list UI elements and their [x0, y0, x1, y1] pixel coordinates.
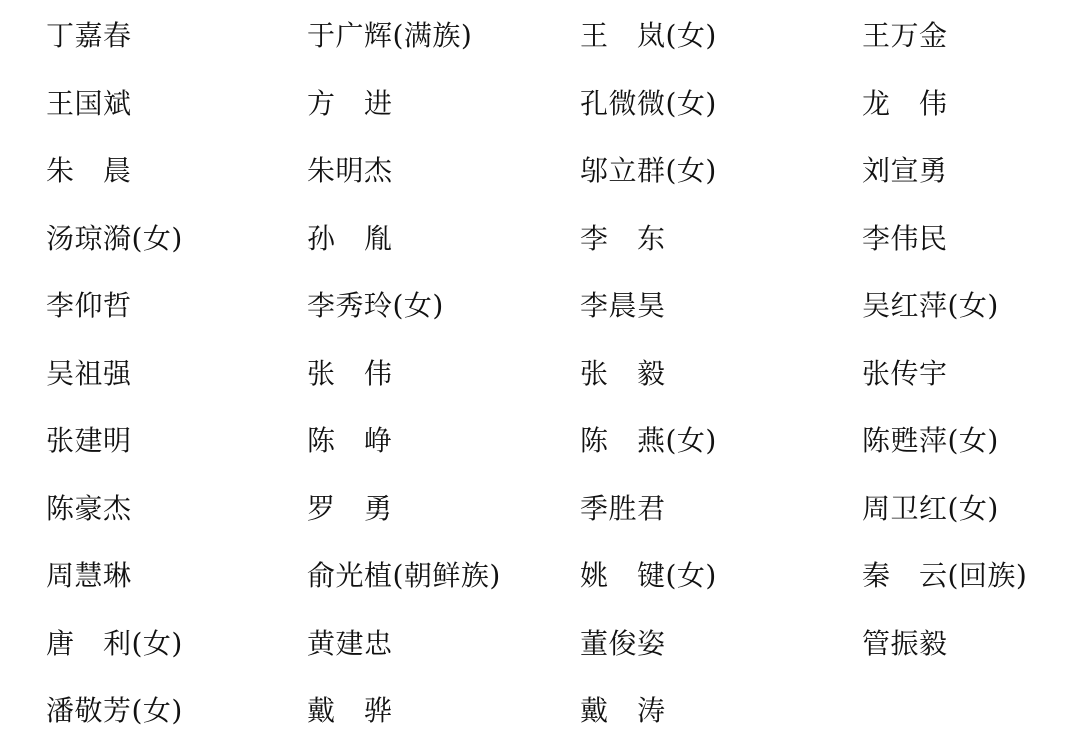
name-entry: 周卫红(女) — [862, 491, 999, 525]
name-entry: 管振毅 — [862, 626, 948, 660]
name-entry: 张 毅 — [580, 356, 666, 390]
name-entry: 戴 骅 — [307, 694, 393, 727]
name-entry: 孙 胤 — [307, 221, 393, 255]
name-entry: 朱明杰 — [307, 154, 393, 187]
name-entry: 于广辉(满族) — [307, 19, 473, 52]
name-entry: 陈甦萍(女) — [862, 424, 999, 457]
name-entry: 唐 利(女) — [46, 626, 183, 660]
name-entry: 张建明 — [46, 424, 132, 457]
name-entry: 吴祖强 — [46, 356, 132, 390]
name-entry: 潘敬芳(女) — [46, 694, 183, 727]
name-entry: 陈 燕(女) — [580, 424, 717, 457]
name-entry: 季胜君 — [580, 491, 666, 525]
name-entry: 龙 伟 — [862, 86, 948, 120]
name-entry: 董俊姿 — [580, 626, 666, 660]
name-entry: 李秀玲(女) — [307, 289, 444, 322]
name-entry: 陈 峥 — [307, 424, 393, 457]
name-entry: 陈豪杰 — [46, 491, 132, 525]
name-entry: 李仰哲 — [46, 289, 132, 322]
name-entry: 秦 云(回族) — [862, 559, 1028, 592]
name-entry: 吴红萍(女) — [862, 289, 999, 322]
name-entry: 俞光植(朝鲜族) — [307, 559, 501, 592]
name-entry: 戴 涛 — [580, 694, 666, 727]
name-entry: 李伟民 — [862, 221, 948, 255]
name-entry: 李晨昊 — [580, 289, 666, 322]
name-entry: 周慧琳 — [46, 559, 132, 592]
name-entry: 王 岚(女) — [580, 19, 717, 52]
name-entry: 汤琼漪(女) — [46, 221, 183, 255]
name-entry: 张传宇 — [862, 356, 948, 390]
name-entry: 黄建忠 — [307, 626, 393, 660]
name-entry: 罗 勇 — [307, 491, 393, 525]
name-entry: 张 伟 — [307, 356, 393, 390]
name-entry: 方 进 — [307, 86, 393, 120]
name-entry: 朱 晨 — [46, 154, 132, 187]
name-entry: 王万金 — [862, 19, 948, 52]
name-entry: 李 东 — [580, 221, 666, 255]
name-entry: 孔微微(女) — [580, 86, 717, 120]
name-entry: 王国斌 — [46, 86, 132, 120]
name-entry: 刘宣勇 — [862, 154, 948, 187]
name-entry: 姚 键(女) — [580, 559, 717, 592]
name-entry: 丁嘉春 — [46, 19, 132, 52]
name-entry: 邬立群(女) — [580, 154, 717, 187]
